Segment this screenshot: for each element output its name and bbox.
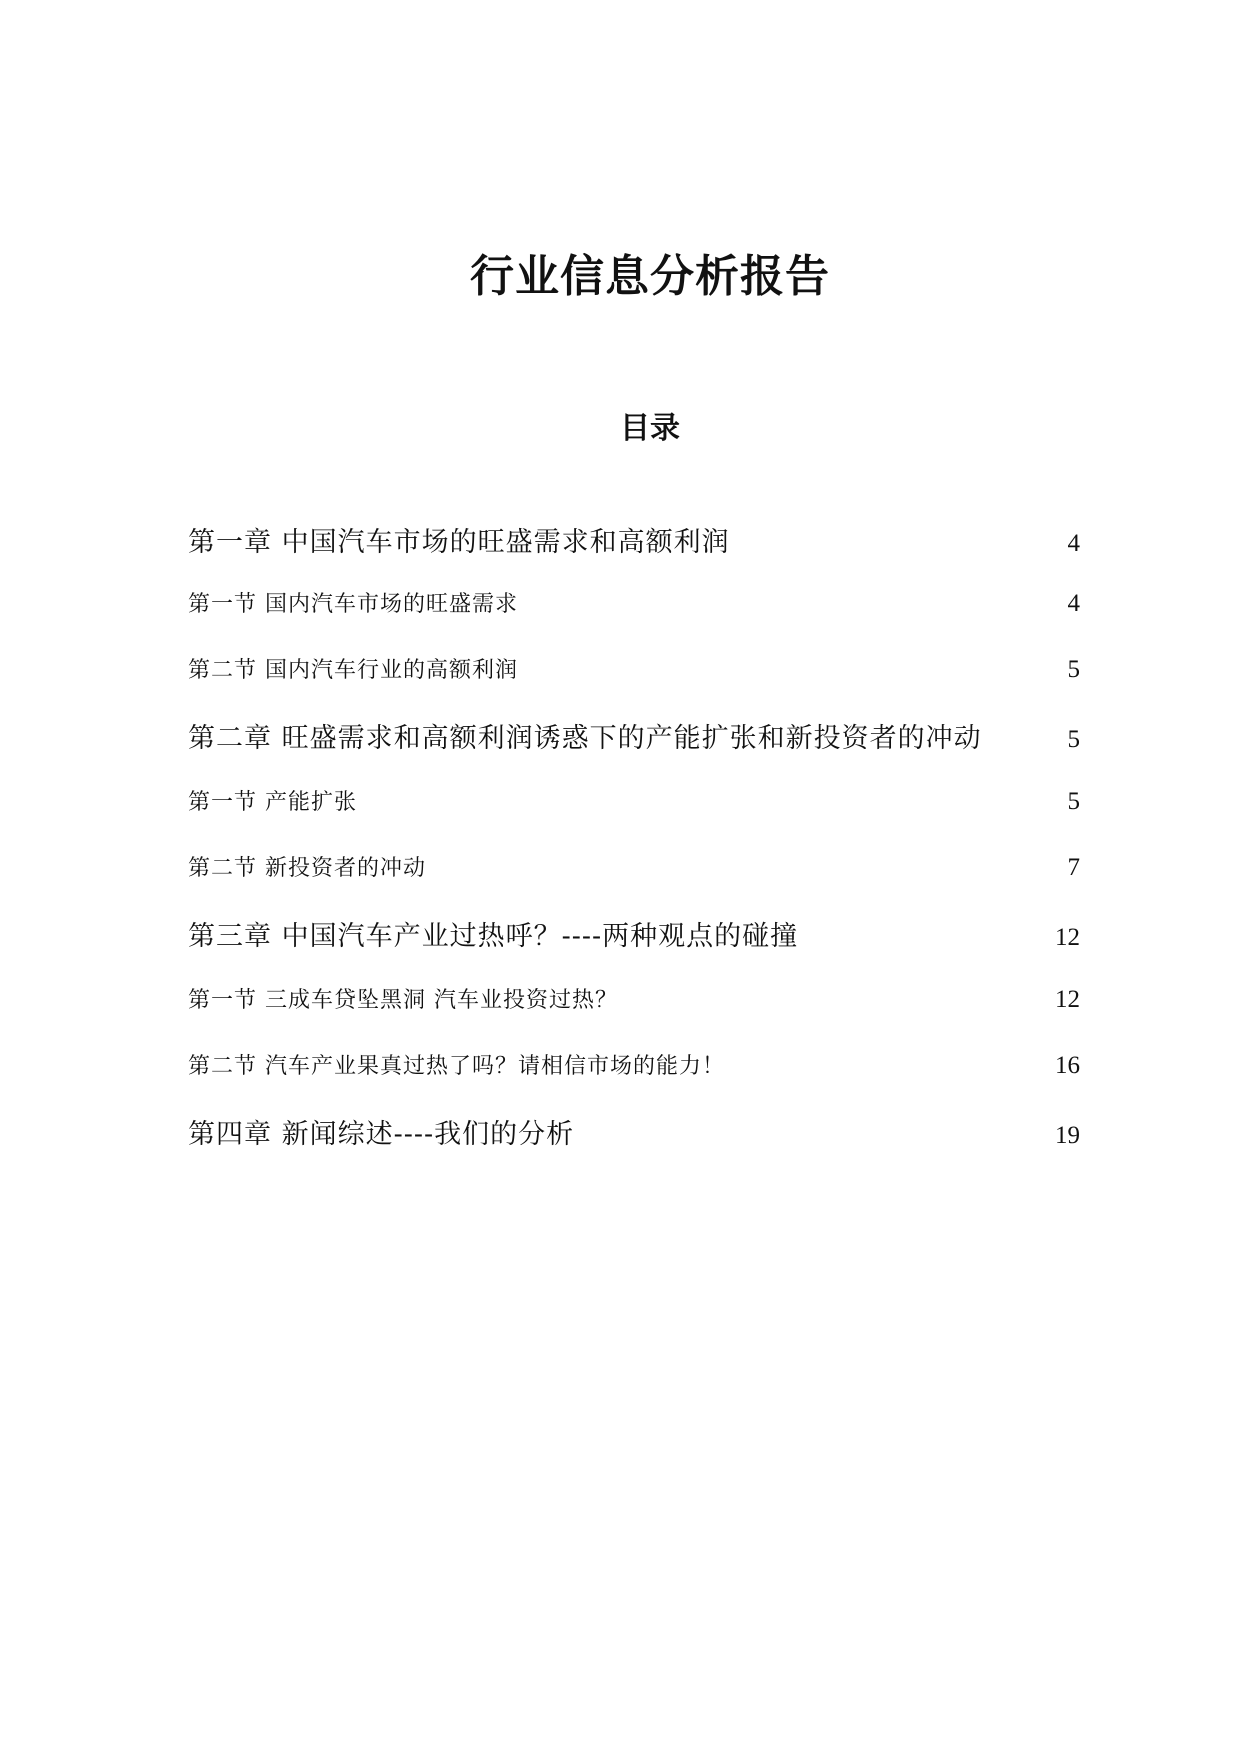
toc-entry-label: 第四章 新闻综述----我们的分析 (188, 1119, 575, 1150)
toc-entry-page-number: 5 (1067, 656, 1080, 683)
toc-entry-page-number: 16 (1055, 1052, 1080, 1079)
toc-entry-label: 第二节 国内汽车行业的高额利润 (188, 658, 518, 683)
toc-entry-label: 第二节 新投资者的冲动 (188, 856, 426, 881)
toc-entry-section-2-2[interactable] (188, 851, 1080, 882)
toc-entry-section-1-1[interactable] (188, 587, 1080, 618)
toc-entry-section-3-1[interactable] (188, 983, 1080, 1014)
toc-entry-label: 第三章 中国汽车产业过热呼？----两种观点的碰撞 (188, 921, 799, 952)
toc-entry-page-number: 5 (1067, 726, 1080, 753)
toc-entry-chapter-1[interactable] (188, 520, 1080, 559)
toc-entry-label: 第一节 国内汽车市场的旺盛需求 (188, 592, 518, 617)
toc-entry-page-number: 4 (1067, 590, 1080, 617)
toc-entry-page-number: 7 (1067, 854, 1080, 881)
toc-entry-chapter-3[interactable] (188, 914, 1080, 953)
toc-entry-section-1-2[interactable] (188, 653, 1080, 684)
toc-entry-section-2-1[interactable] (188, 785, 1080, 816)
toc-entry-section-3-2[interactable] (188, 1049, 1080, 1080)
toc-heading: 目录 (620, 411, 680, 446)
toc-entry-chapter-2[interactable] (188, 716, 1080, 755)
toc-entry-page-number: 5 (1067, 788, 1080, 815)
toc-entry-label: 第二节 汽车产业果真过热了吗？请相信市场的能力！ (188, 1054, 725, 1079)
toc-entry-label: 第一节 产能扩张 (188, 790, 357, 815)
document-title: 行业信息分析报告 (470, 251, 830, 302)
toc-entry-page-number: 19 (1055, 1122, 1080, 1149)
toc-entry-label: 第一章 中国汽车市场的旺盛需求和高额利润 (188, 527, 730, 558)
toc-entry-label: 第一节 三成车贷坠黑洞 汽车业投资过热？ (188, 988, 618, 1013)
toc-entry-page-number: 12 (1055, 924, 1080, 951)
toc-entry-page-number: 12 (1055, 986, 1080, 1013)
toc-entry-label: 第二章 旺盛需求和高额利润诱惑下的产能扩张和新投资者的冲动 (188, 723, 982, 754)
toc-entry-page-number: 4 (1067, 530, 1080, 557)
toc-entry-chapter-4[interactable] (188, 1112, 1080, 1151)
